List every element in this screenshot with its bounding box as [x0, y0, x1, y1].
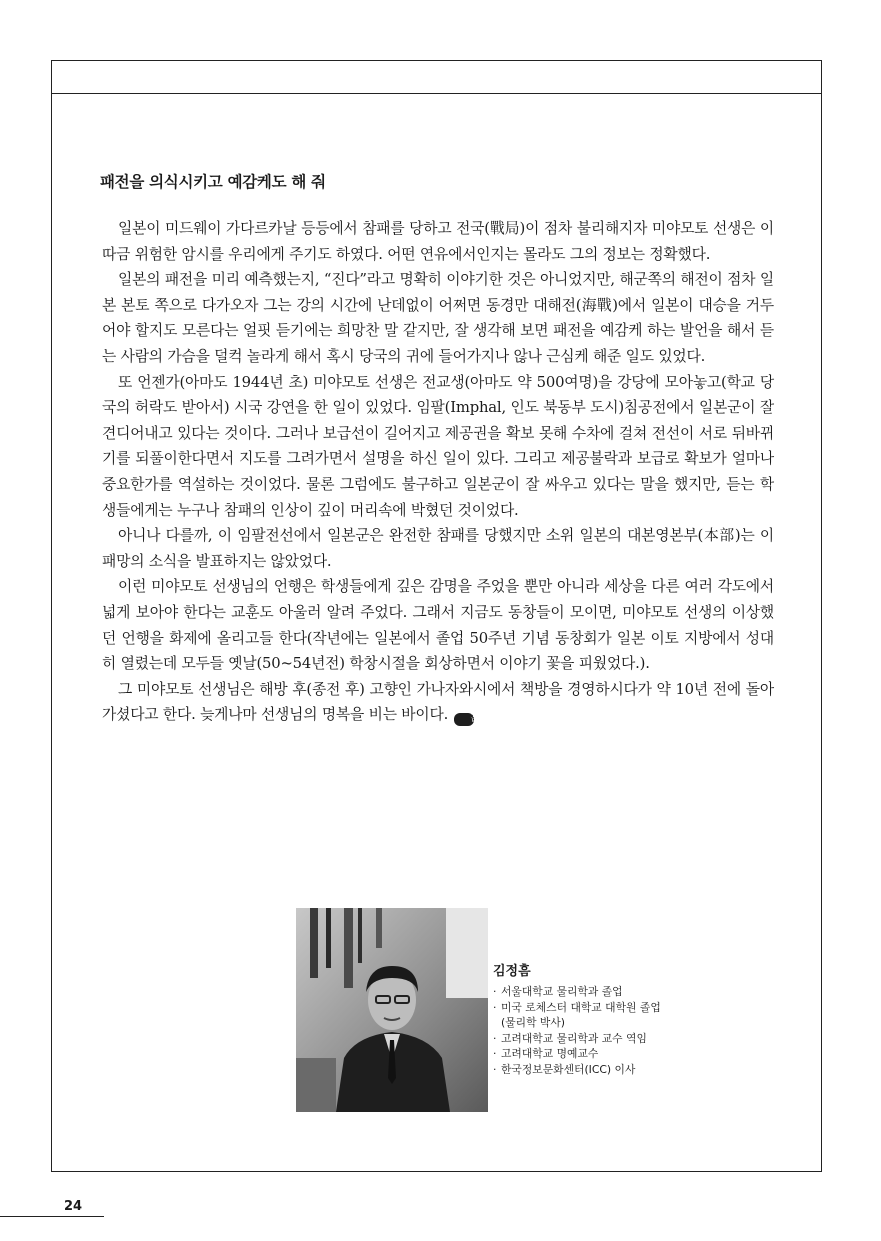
author-name: 김정흠 — [493, 964, 531, 979]
page-number: 24 — [64, 1199, 83, 1214]
bio-item: · 한국정보문화센터(ICC) 이사 — [493, 1062, 661, 1078]
paragraph: 아니나 다를까, 이 임팔전선에서 일본군은 완전한 참패를 당했지만 소위 일본의 대본영본부(本部)는 이 패망의 소식을 발표하지는 않았었다. — [102, 527, 774, 570]
bio-item: · 미국 로체스터 대학교 대학원 졸업 — [493, 1000, 661, 1016]
author-portrait-image — [296, 908, 488, 1112]
paragraph-text: 그 미야모토 선생님은 해방 후(종전 후) 고향인 가나자와시에서 책방을 경영하시다가 약 10년 전에 돌아가셨다고 한다. 늦게나마 선생님의 명복을 비는 바이다. — [102, 680, 774, 724]
paragraph: 또 언젠가(아마도 1944년 초) 미야모토 선생은 전교생(아마도 약 500여명)을 강당에 모아놓고(학교 당국의 허락도 받아서) 시국 강연을 한 일이 있었다. 임팔(Imphal, 인도 북동부 도시)침공전에서 일본군이 잘 견디어내고 있다는 것이다. 그러나 보급선이 길어지고 제공권을 확보 못해 수차에 걸쳐 전선이 서로 뒤바뀌기를 되풀이한다면서 지도를 그려가면서 설명을 하신 일이 있다. 그리고 제공불락과 보급로 확보가 얼마나 중요한가를 역설하는 것이었다. 물론 그럼에도 불구하고 일본군이 잘 싸우고 있다는 말을 했지만, 듣는 학생들에게는 누구나 참패의 인상이 깊이 머리속에 박혔던 것이었다. — [102, 373, 774, 519]
paragraph-last — [102, 677, 774, 728]
bio-list — [493, 984, 661, 1078]
bio-item: (물리학 박사) — [501, 1016, 566, 1030]
bio-item: · 고려대학교 물리학과 교수 역임 — [493, 1031, 661, 1047]
paragraph: 일본의 패전을 미리 예측했는지, “진다”라고 명확히 이야기한 것은 아니었지만, 해군쪽의 해전이 점차 일본 본토 쪽으로 다가오자 그는 강의 시간에 난데없이 어쩌면 동경만 대해전(海戰)에서 일본이 대승을 거두어야 할지도 모른다는 얼핏 듣기에는 희망찬 말 같지만, 잘 생각해 보면 패전을 예감케 하는 발언을 해서 듣는 사람의 가슴을 덜컥 놀라게 해서 혹시 당국의 귀에 들어가지나 않나 근심케 해준 일도 있었다. — [102, 271, 774, 365]
bio-item: · 서울대학교 물리학과 졸업 — [493, 984, 661, 1000]
author-photo — [296, 908, 488, 1112]
footer-rule — [0, 1216, 104, 1217]
article-body — [102, 216, 774, 728]
end-mark-icon: 끝 — [454, 713, 474, 726]
author-bio — [493, 960, 661, 1078]
section-title: 패전을 의식시키고 예감케도 해 줘 — [100, 173, 326, 191]
header-rule — [52, 93, 821, 94]
paragraph: 일본이 미드웨이 가다르카날 등등에서 참패를 당하고 전국(戰局)이 점차 불리해지자 미야모토 선생은 이따금 위험한 암시를 우리에게 주기도 하였다. 어떤 연유에서인지는 몰라도 그의 정보는 정확했다. — [102, 220, 774, 263]
bio-item: · 고려대학교 명예교수 — [493, 1046, 661, 1062]
paragraph: 이런 미야모토 선생님의 언행은 학생들에게 깊은 감명을 주었을 뿐만 아니라 세상을 다른 여러 각도에서 넓게 보아야 한다는 교훈도 아울러 알려 주었다. 그래서 지금도 동창들이 모이면, 미야모토 선생의 이상했던 언행을 화제에 올리고들 한다(작년에는 일본에서 졸업 50주년 기념 동창회가 일본 이토 지방에서 성대히 열렸는데 모두들 옛날(50~54년전) 학창시절을 회상하면서 이야기 꽃을 피웠었다.). — [102, 578, 774, 673]
